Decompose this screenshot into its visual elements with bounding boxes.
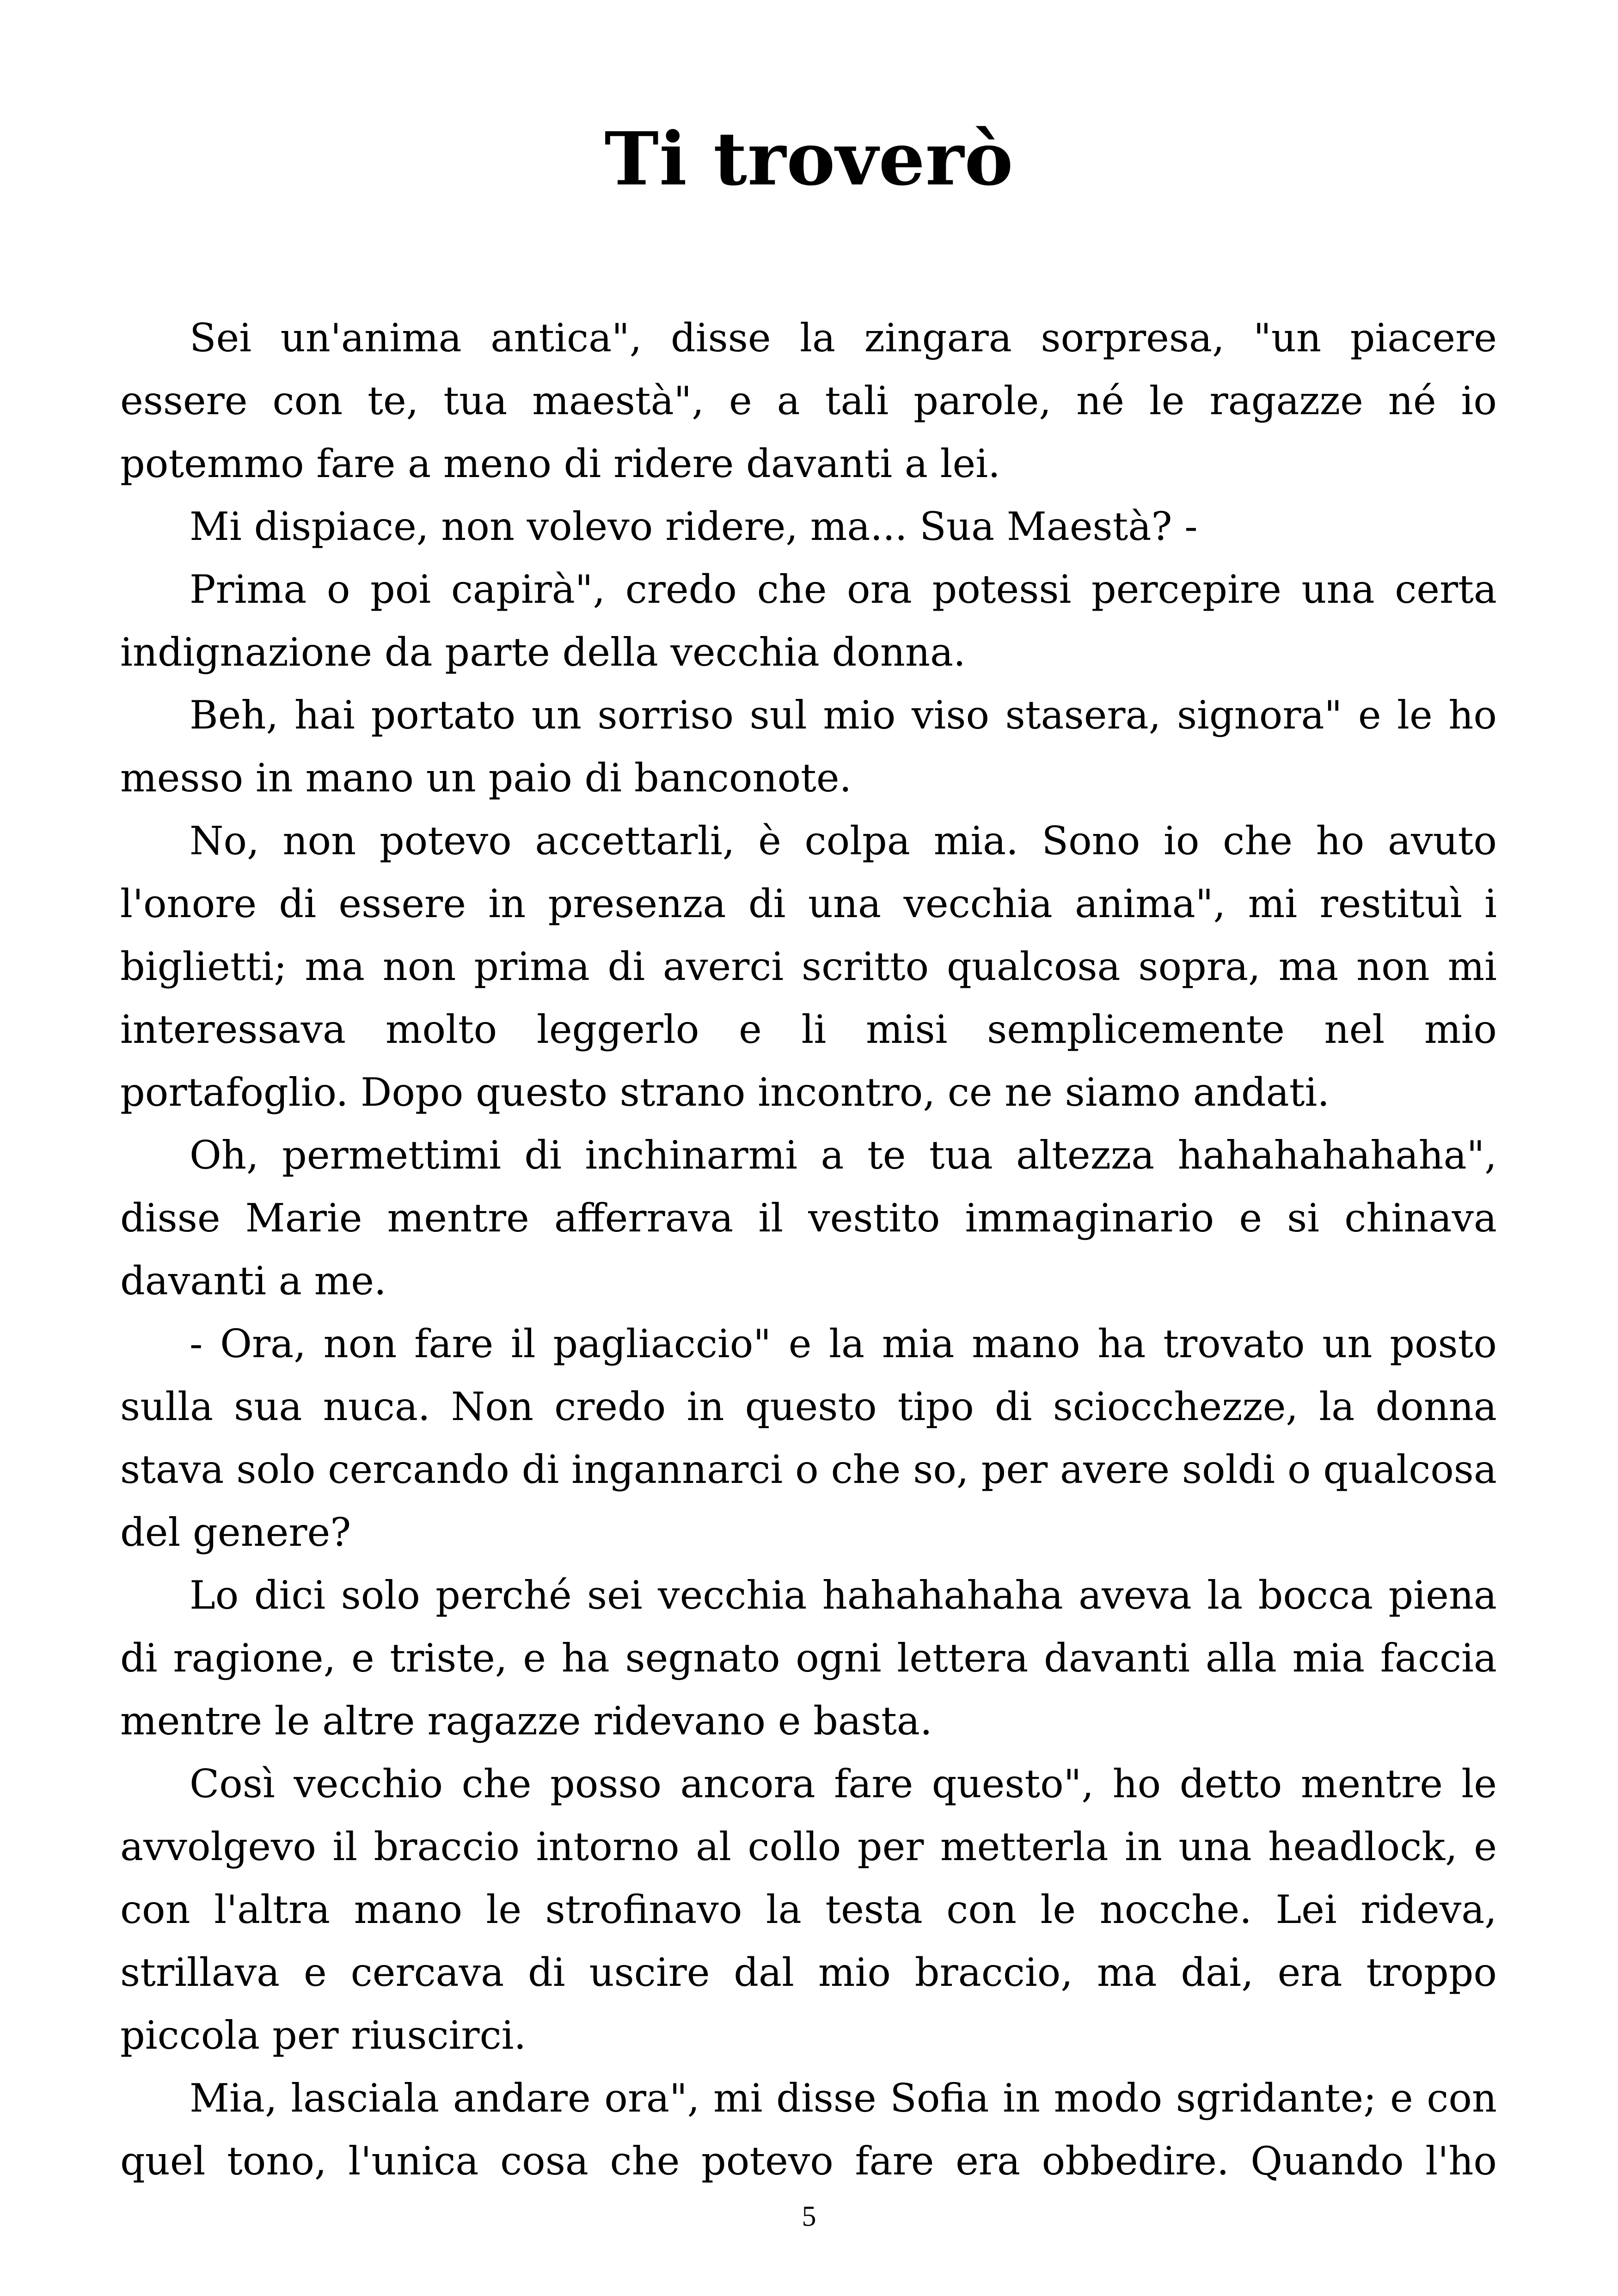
paragraph: - Ora, non fare il pagliaccio" e la mia mano ha trovato un posto sulla sua nuca. Non credo in questo tipo di sciocchezze, la donna stava solo cercando di ingannarci o che so, per avere soldi o qualcosa del genere? bbox=[120, 1321, 1497, 1555]
paragraph: Mi dispiace, non volevo ridere, ma... Sua Maestà? - bbox=[190, 504, 1198, 549]
paragraph: Prima o poi capirà", credo che ora potessi percepire una certa indignazione da parte della vecchia donna. bbox=[120, 567, 1497, 675]
page-number: 5 bbox=[802, 2201, 816, 2232]
body-text bbox=[120, 306, 1497, 2192]
paragraph: Così vecchio che posso ancora fare questo", ho detto mentre le avvolgevo il braccio intorno al collo per metterla in una headlock, e con l'altra mano le strofinavo la testa con le nocche. Lei rideva, strillava e cercava di uscire dal mio braccio, ma dai, era troppo piccola per riuscirci. bbox=[120, 1761, 1497, 2058]
chapter-title: Ti troverò bbox=[604, 116, 1014, 202]
paragraph: Sei un'anima antica", disse la zingara sorpresa, "un piacere essere con te, tua maestà", e a tali parole, né le ragazze né io potemmo fare a meno di ridere davanti a lei. bbox=[120, 315, 1497, 486]
paragraph: Oh, permettimi di inchinarmi a te tua altezza hahahahahaha", disse Marie mentre afferrava il vestito immaginario e si chinava davanti a me. bbox=[120, 1133, 1497, 1304]
paragraph: No, non potevo accettarli, è colpa mia. Sono io che ho avuto l'onore di essere in presenza di una vecchia anima", mi restituì i biglietti; ma non prima di averci scritto qualcosa sopra, ma non mi interessava molto leggerlo e li misi semplicemente nel mio portafoglio. Dopo questo strano incontro, ce ne siamo andati. bbox=[120, 818, 1497, 1115]
paragraph: Mia, lasciala andare ora", mi disse Sofia in modo sgridante; e con quel tono, l'unica cosa che potevo fare era obbedire. Quando l'ho bbox=[120, 2076, 1497, 2184]
paragraph: Lo dici solo perché sei vecchia hahahahaha aveva la bocca piena di ragione, e triste, e ha segnato ogni lettera davanti alla mia faccia mentre le altre ragazze ridevano e basta. bbox=[120, 1573, 1497, 1744]
paragraph: Beh, hai portato un sorriso sul mio viso stasera, signora" e le ho messo in mano un paio di banconote. bbox=[120, 692, 1497, 801]
